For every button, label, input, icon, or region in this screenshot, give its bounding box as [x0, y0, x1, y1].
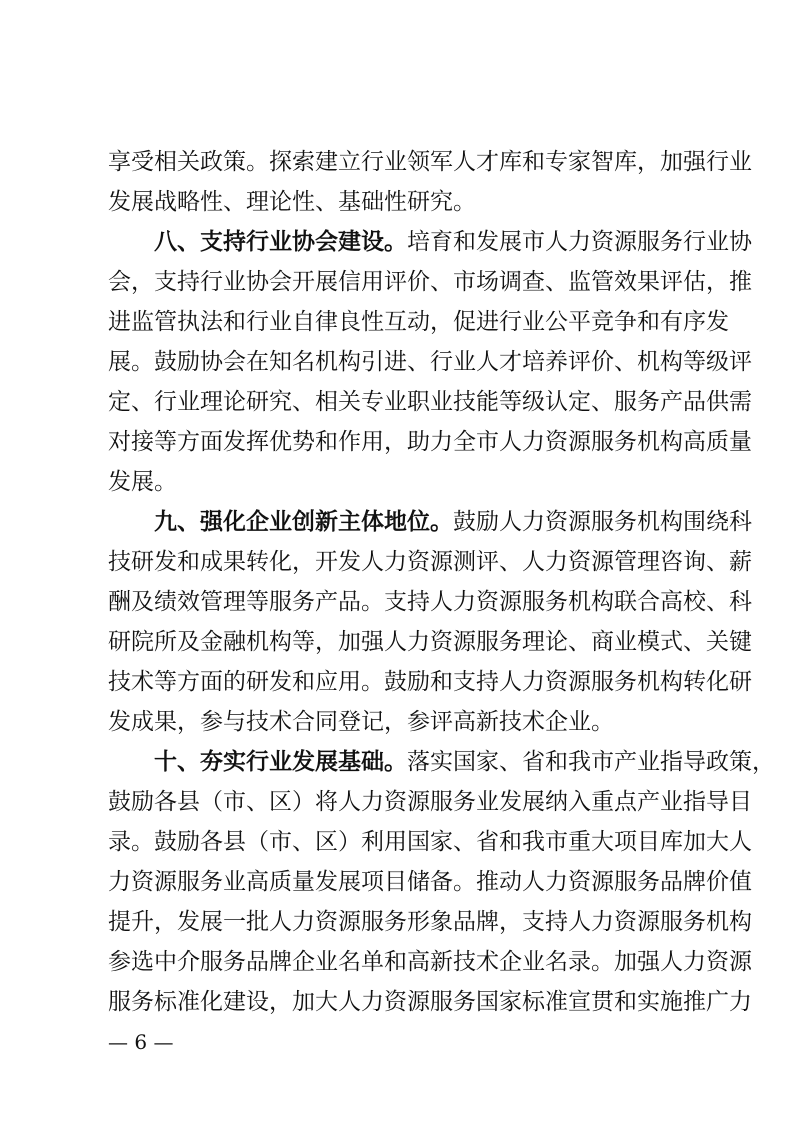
line-text: 鼓励各县（市、区）将人力资源服务业发展纳入重点产业指导目	[108, 789, 752, 815]
line-text: 进监管执法和行业自律良性互动，促进行业公平竞争和有序发	[108, 309, 729, 335]
line-text: 发展战略性、理论性、基础性研究。	[108, 189, 476, 215]
line-text: 鼓励人力资源服务机构围绕科	[453, 509, 752, 535]
paragraph-line	[108, 382, 752, 422]
paragraph-line	[108, 862, 752, 902]
section-heading: 九、强化企业创新主体地位。	[154, 509, 453, 535]
paragraph-line	[108, 822, 752, 862]
line-text: 发展。	[108, 469, 177, 495]
paragraph-line	[108, 622, 752, 662]
paragraph-line	[108, 662, 752, 702]
section-heading: 十、夯实行业发展基础。	[154, 749, 407, 775]
paragraph-line	[108, 182, 696, 222]
paragraph-line	[108, 782, 752, 822]
section-heading-line	[154, 502, 752, 542]
line-text: 会，支持行业协会开展信用评价、市场调查、监管效果评估，推	[108, 269, 752, 295]
line-text: 服务标准化建设，加大人力资源服务国家标准宣贯和实施推广力	[108, 989, 752, 1015]
section-heading-line	[154, 742, 775, 782]
line-text: 展。鼓励协会在知名机构引进、行业人才培养评价、机构等级评	[108, 349, 752, 375]
paragraph-line	[108, 462, 696, 502]
section-heading: 八、支持行业协会建设。	[154, 229, 407, 255]
line-text: 对接等方面发挥优势和作用，助力全市人力资源服务机构高质量	[108, 429, 752, 455]
line-text: 技术等方面的研发和应用。鼓励和支持人力资源服务机构转化研	[108, 669, 752, 695]
paragraph-line	[108, 342, 752, 382]
line-text: 技研发和成果转化，开发人力资源测评、人力资源管理咨询、薪	[108, 549, 752, 575]
line-text: 享受相关政策。探索建立行业领军人才库和专家智库，加强行业	[108, 149, 752, 175]
paragraph-line	[108, 262, 752, 302]
section-heading-line	[154, 222, 752, 262]
paragraph-line	[108, 422, 752, 462]
line-text: 录。鼓励各县（市、区）利用国家、省和我市重大项目库加大人	[108, 829, 752, 855]
line-text: 定、行业理论研究、相关专业职业技能等级认定、服务产品供需	[108, 389, 752, 415]
paragraph-line	[108, 542, 752, 582]
line-text: 酬及绩效管理等服务产品。支持人力资源服务机构联合高校、科	[108, 589, 752, 615]
line-text: 研院所及金融机构等，加强人力资源服务理论、商业模式、关键	[108, 629, 752, 655]
paragraph-line	[108, 982, 752, 1022]
paragraph-line	[108, 702, 696, 742]
line-text: 发成果，参与技术合同登记，参评高新技术企业。	[108, 709, 614, 735]
line-text: 参选中介服务品牌企业名单和高新技术企业名录。加强人力资源	[108, 949, 752, 975]
paragraph-line	[108, 142, 752, 182]
page-number: — 6 —	[108, 1030, 174, 1054]
line-text: 力资源服务业高质量发展项目储备。推动人力资源服务品牌价值	[108, 869, 752, 895]
paragraph-line	[108, 942, 752, 982]
line-text: 提升，发展一批人力资源服务形象品牌，支持人力资源服务机构	[108, 909, 752, 935]
line-text: 培育和发展市人力资源服务行业协	[407, 229, 752, 255]
paragraph-line	[108, 302, 729, 342]
paragraph-line	[108, 582, 752, 622]
paragraph-line	[108, 902, 752, 942]
line-text: 落实国家、省和我市产业指导政策，	[407, 749, 775, 775]
